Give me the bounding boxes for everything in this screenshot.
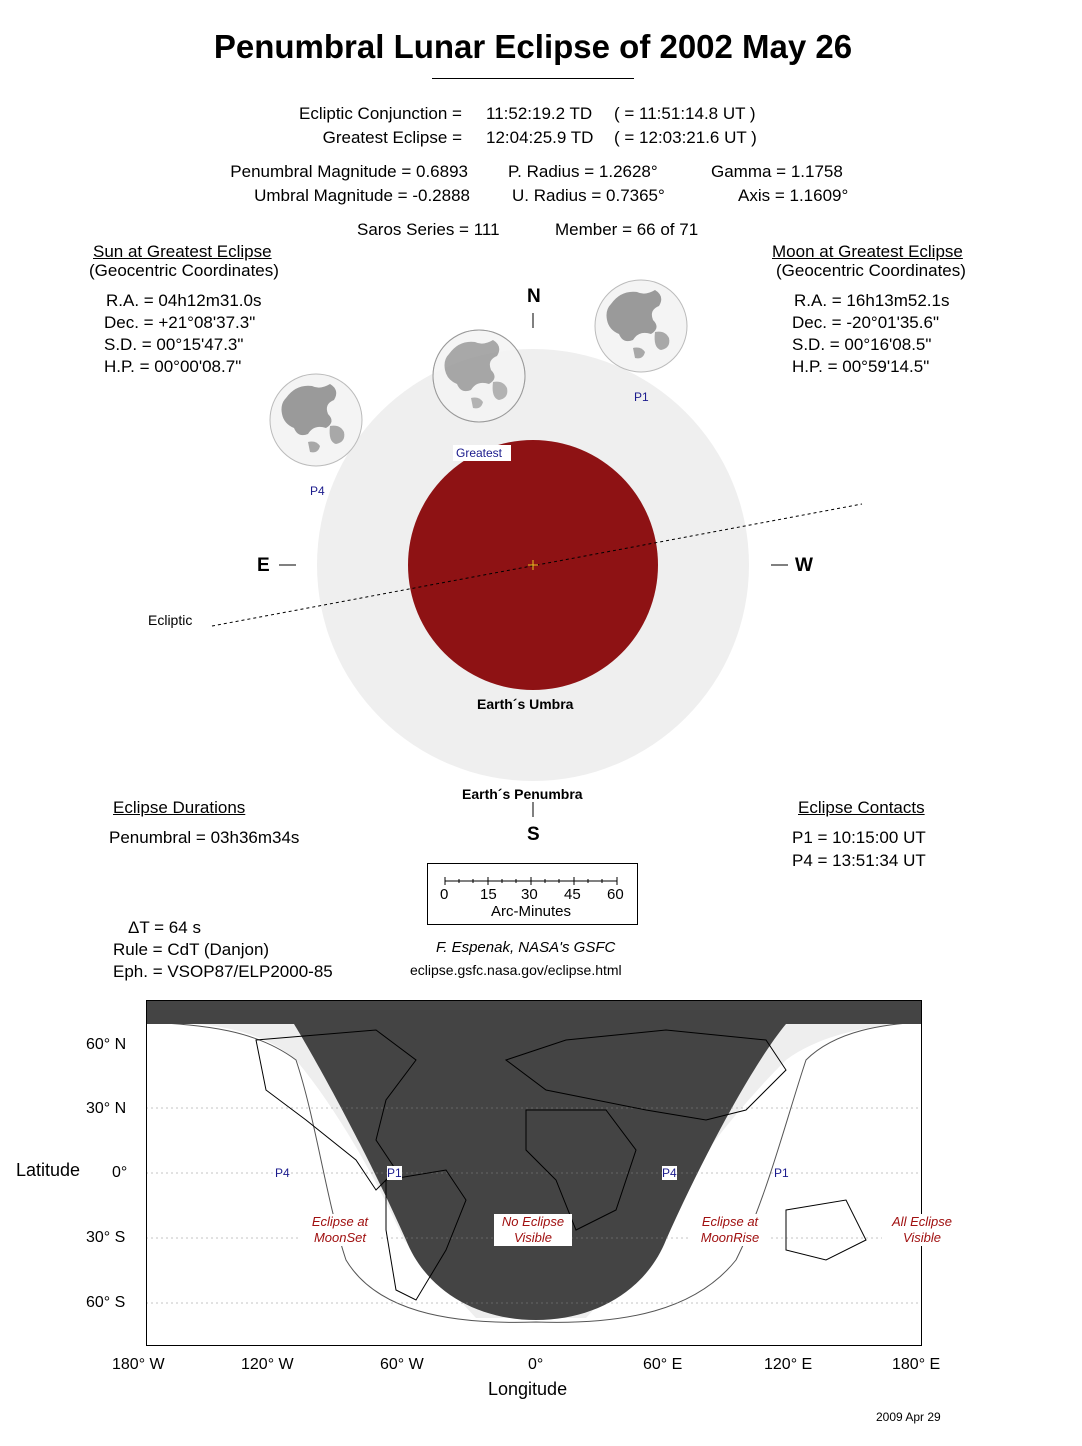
region-moonset [300, 1214, 380, 1246]
sun-ra: R.A. = 04h12m31.0s [106, 291, 262, 310]
contact-p1: P1 = 10:15:00 UT [792, 828, 926, 847]
map-p4-west: P4 [275, 1166, 290, 1180]
lon-tick-120w: 120° W [241, 1356, 294, 1373]
rule: Rule = CdT (Danjon) [113, 940, 270, 959]
ephemeris: Eph. = VSOP87/ELP2000-85 [113, 962, 333, 981]
axis: Axis = 1.1609° [738, 186, 849, 205]
scale-tick-0: 0 [440, 886, 449, 903]
ecliptic-label: Ecliptic [148, 612, 193, 628]
moon-heading: Moon at Greatest Eclipse [772, 242, 963, 261]
region-moonrise-line1: Eclipse at [701, 1214, 759, 1229]
visibility-map [146, 1000, 922, 1347]
conj-label: Ecliptic Conjunction = [298, 104, 462, 123]
lon-tick-180e: 180° E [892, 1356, 941, 1373]
lon-tick-180w: 180° W [112, 1356, 165, 1373]
sun-heading: Sun at Greatest Eclipse [93, 242, 272, 261]
penumbra-label: Earth´s Penumbra [462, 786, 583, 802]
north-label: N [527, 286, 541, 307]
lat-tick-0: 0° [112, 1164, 128, 1181]
moon-subheading: (Geocentric Coordinates) [776, 261, 966, 280]
lon-tick-120e: 120° E [764, 1356, 813, 1373]
region-moonrise [690, 1214, 770, 1246]
scale-tick-15: 15 [480, 886, 497, 903]
moon-sd: S.D. = 00°16'08.5" [792, 335, 932, 354]
lat-tick-30n: 30° N [86, 1100, 127, 1117]
greatest-td: 12:04:25.9 TD [486, 128, 594, 147]
greatest-label: Greatest Eclipse = [322, 128, 462, 147]
generated-date: 2009 Apr 29 [876, 1410, 941, 1424]
umbra-label: Earth´s Umbra [477, 696, 574, 712]
delta-t: ΔT = 64 s [128, 918, 201, 937]
region-moonrise-line2: MoonRise [700, 1230, 760, 1245]
map-p1-west: P1 [387, 1166, 402, 1180]
scale-tick-30: 30 [521, 886, 538, 903]
penumbral-duration: Penumbral = 03h36m34s [109, 828, 300, 847]
latitude-title: Latitude [16, 1160, 81, 1180]
scale-label: Arc-Minutes [491, 903, 572, 920]
west-label: W [795, 555, 813, 576]
source-url[interactable]: eclipse.gsfc.nasa.gov/eclipse.html [410, 962, 622, 978]
region-moonset-line2: MoonSet [313, 1230, 367, 1245]
penumbral-radius: P. Radius = 1.2628° [508, 162, 658, 181]
saros-member: Member = 66 of 71 [555, 220, 699, 239]
durations-heading: Eclipse Durations [113, 798, 246, 817]
lat-tick-60s: 60° S [86, 1294, 126, 1311]
moon-hp: H.P. = 00°59'14.5" [792, 357, 930, 376]
south-label: S [527, 824, 540, 845]
sun-sd: S.D. = 00°15'47.3" [104, 335, 244, 354]
greatest-ut: ( = 12:03:21.6 UT ) [614, 128, 757, 147]
saros-series: Saros Series = 111 [357, 220, 500, 239]
longitude-title: Longitude [488, 1379, 568, 1399]
moon-p1-label: P1 [634, 390, 649, 404]
conj-ut: ( = 11:51:14.8 UT ) [614, 104, 756, 123]
lat-tick-60n: 60° N [86, 1036, 127, 1053]
sun-hp: H.P. = 00°00'08.7" [104, 357, 242, 376]
region-all-line1: All Eclipse [892, 1214, 952, 1229]
moon-dec: Dec. = -20°01'35.6" [792, 313, 939, 332]
lat-tick-30s: 30° S [86, 1229, 126, 1246]
region-no-eclipse [494, 1214, 572, 1246]
sun-subheading: (Geocentric Coordinates) [89, 261, 279, 280]
region-none-line2: Visible [513, 1230, 553, 1245]
region-moonset-line1: Eclipse at [311, 1214, 369, 1229]
moon-greatest-label: Greatest [456, 446, 503, 460]
contact-p4: P4 = 13:51:34 UT [792, 851, 926, 870]
gamma: Gamma = 1.1758 [711, 162, 843, 181]
lon-tick-0: 0° [528, 1356, 544, 1373]
region-all-line2: Visible [902, 1230, 942, 1245]
umbral-radius: U. Radius = 0.7365° [512, 186, 665, 205]
moon-p1 [595, 280, 687, 372]
map-p4-east: P4 [662, 1166, 677, 1180]
region-none-line1: No Eclipse [501, 1214, 565, 1229]
map-p1-east: P1 [774, 1166, 789, 1180]
lon-tick-60w: 60° W [380, 1356, 424, 1373]
conj-td: 11:52:19.2 TD [486, 104, 593, 123]
scale-tick-60: 60 [607, 886, 624, 903]
moon-p4-label: P4 [310, 484, 325, 498]
sun-dec: Dec. = +21°08'37.3" [104, 313, 256, 332]
moon-ra: R.A. = 16h13m52.1s [794, 291, 950, 310]
umbral-magnitude: Umbral Magnitude = -0.2888 [254, 186, 470, 205]
lon-tick-60e: 60° E [643, 1356, 683, 1373]
contacts-heading: Eclipse Contacts [798, 798, 925, 817]
credit: F. Espenak, NASA's GSFC [436, 939, 616, 956]
penumbral-magnitude: Penumbral Magnitude = 0.6893 [230, 162, 468, 181]
moon-greatest [433, 330, 525, 422]
moon-p4 [270, 374, 362, 466]
scale-tick-45: 45 [564, 886, 581, 903]
page-title: Penumbral Lunar Eclipse of 2002 May 26 [213, 28, 853, 65]
east-label: E [257, 555, 270, 576]
region-all-eclipse [882, 1214, 962, 1246]
